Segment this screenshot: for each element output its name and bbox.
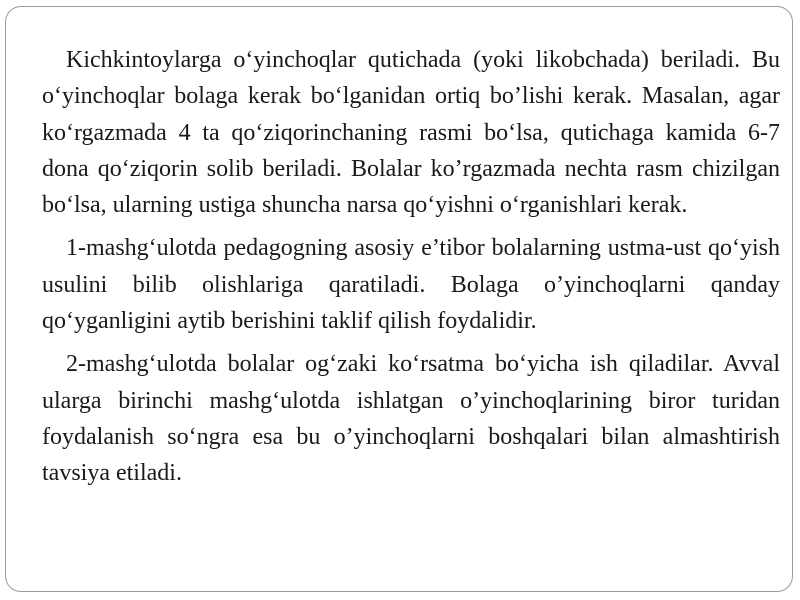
text-body <box>42 42 780 492</box>
paragraph-3: 2-mashg‘ulotda bolalar og‘zaki ko‘rsatma bo‘yicha ish qiladilar. Avval ularga birinchi mashg‘ulotda ishlatgan o’yinchoqlarining biror turidan foydalanish so‘ngra esa bu o’yinchoqlarni boshqalari bilan almashtirish tavsiya etiladi. <box>42 351 780 487</box>
slide-frame <box>5 6 793 592</box>
paragraph-1: Kichkintoylarga o‘yinchoqlar qutichada (yoki likobchada) beriladi. Bu o‘yinchoqlar bolaga kerak bo‘lganidan ortiq bo’lishi kerak. Masalan, agar ko‘rgazmada 4 ta qo‘ziqorinchaning rasmi bo‘lsa, qutichaga kamida 6-7 dona qo‘ziqorin solib beriladi. Bolalar ko’rgazmada nechta rasm chizilgan bo‘lsa, ularning ustiga shuncha narsa qo‘yishni o‘rganishlari kerak. <box>42 47 780 219</box>
paragraph-2: 1-mashg‘ulotda pedagogning asosiy e’tibor bolalarning ustma-ust qo‘yish usulini bilib olishlariga qaratiladi. Bolaga o’yinchoqlarni qanday qo‘yganligini aytib berishini taklif qilish foydalidir. <box>42 235 780 335</box>
